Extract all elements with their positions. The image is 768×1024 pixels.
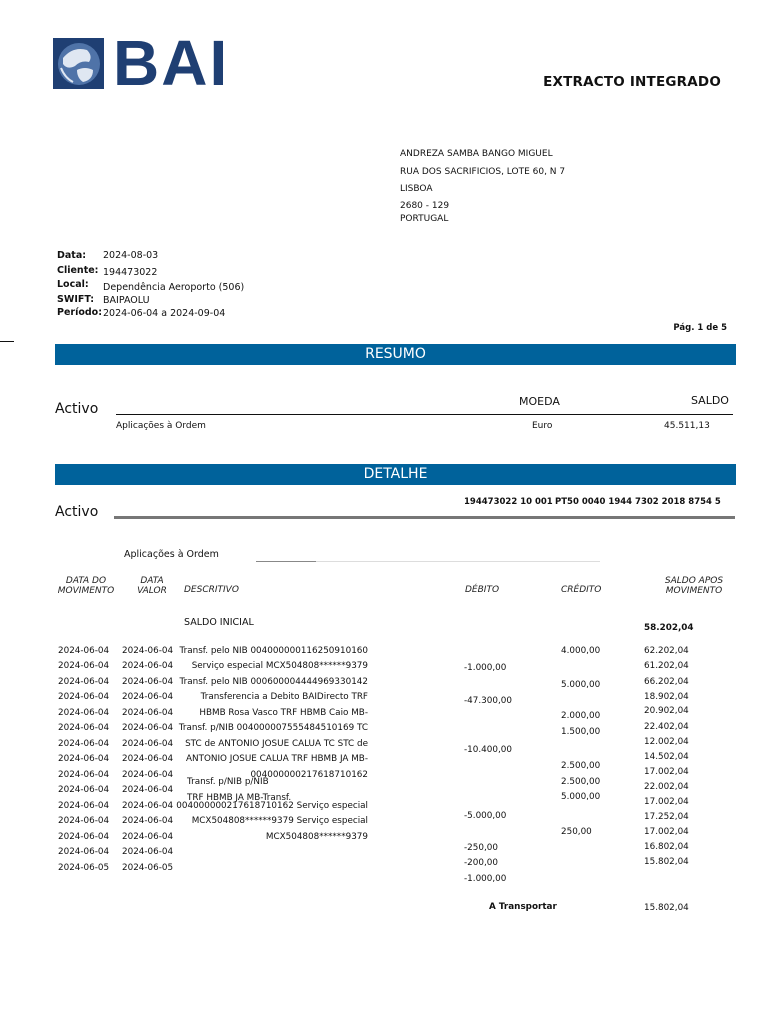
date-valor: 2024-06-04: [122, 661, 174, 671]
meta-value-periodo: 2024-06-04 a 2024-09-04: [103, 308, 226, 319]
date-valor: 2024-06-05: [122, 863, 174, 873]
desc-line: Transf. pelo NIB 000600004444969330142: [179, 677, 368, 687]
meta-label-swift: SWIFT:: [57, 294, 95, 305]
desc-line: Transf. p/NIB 004000007555484510169 TC: [178, 723, 368, 733]
date-mov: 2024-06-04: [58, 832, 110, 842]
date-valor: 2024-06-04: [122, 754, 174, 764]
document-title: EXTRACTO INTEGRADO: [543, 74, 721, 90]
date-mov: 2024-06-04: [58, 801, 110, 811]
desc-line: MCX504808******9379: [265, 832, 368, 842]
date-mov: 2024-06-04: [58, 677, 110, 687]
subsection-title: Aplicações à Ordem: [124, 549, 219, 560]
credit-value: 4.000,00: [561, 646, 601, 656]
meta-label-cliente: Cliente:: [57, 265, 99, 276]
address-city: LISBOA: [400, 184, 433, 194]
header-credito: CRÉDITO: [561, 585, 602, 595]
desc-line: STC de ANTONIO JOSUE CALUA TC STC de: [185, 739, 368, 749]
debit-value: -200,00: [464, 858, 498, 868]
desc-line: 004000000217618710162 Serviço especial: [176, 801, 368, 811]
date-mov: 2024-06-04: [58, 816, 110, 826]
date-mov: 2024-06-04: [58, 692, 110, 702]
header-debito: DÉBITO: [465, 585, 500, 595]
account-number: 194473022 10 001: [464, 497, 553, 507]
date-valor: 2024-06-04: [122, 847, 174, 857]
date-mov: 2024-06-04: [58, 754, 110, 764]
resumo-activo-label: Activo: [55, 401, 99, 417]
date-mov: 2024-06-04: [58, 661, 110, 671]
credit-value: 2.500,00: [561, 761, 601, 771]
debit-value: -1.000,00: [464, 663, 507, 673]
credit-value: 5.000,00: [561, 792, 601, 802]
balance-value: 14.502,04: [644, 752, 689, 762]
debit-value: -5.000,00: [464, 811, 507, 821]
desc-line: HBMB Rosa Vasco TRF HBMB Caio MB-: [199, 708, 368, 718]
date-mov: 2024-06-04: [58, 785, 110, 795]
date-valor: 2024-06-04: [122, 739, 174, 749]
balance-value: 22.402,04: [644, 722, 689, 732]
date-valor: 2024-06-04: [122, 770, 174, 780]
detalhe-bar: DETALHE: [55, 464, 736, 485]
date-mov: 2024-06-04: [58, 723, 110, 733]
date-mov: 2024-06-04: [58, 770, 110, 780]
bai-logo-text: BAI: [113, 27, 230, 99]
account-iban: PT50 0040 1944 7302 2018 8754 5: [555, 497, 721, 507]
resumo-row-moeda: Euro: [532, 421, 553, 431]
date-mov: 2024-06-04: [58, 847, 110, 857]
header-data-movimento: DATA DO MOVIMENTO: [57, 576, 115, 596]
bai-globe-logo-icon: [53, 38, 104, 89]
subsection-line-accent: [256, 561, 316, 562]
edge-mark: [0, 341, 14, 342]
date-valor: 2024-06-04: [122, 692, 174, 702]
transport-label: A Transportar: [489, 902, 557, 912]
balance-value: 20.902,04: [644, 706, 689, 716]
credit-value: 2.000,00: [561, 711, 601, 721]
date-valor: 2024-06-04: [122, 832, 174, 842]
balance-value: 17.252,04: [644, 812, 689, 822]
resumo-col-saldo: SALDO: [691, 394, 729, 407]
meta-value-swift: BAIPAOLU: [103, 295, 150, 306]
balance-value: 18.902,04: [644, 692, 689, 702]
debit-value: -10.400,00: [464, 745, 512, 755]
date-mov: 2024-06-04: [58, 708, 110, 718]
page-number: Pág. 1 de 5: [673, 323, 727, 333]
resumo-bar: RESUMO: [55, 344, 736, 365]
credit-value: 1.500,00: [561, 727, 601, 737]
saldo-inicial-value: 58.202,04: [644, 623, 694, 633]
desc-line: Transf. pelo NIB 004000000116250910160: [179, 646, 368, 656]
resumo-col-moeda: MOEDA: [519, 395, 560, 408]
address-country: PORTUGAL: [400, 214, 449, 224]
date-valor: 2024-06-04: [122, 801, 174, 811]
balance-value: 17.002,04: [644, 797, 689, 807]
balance-value: 12.002,04: [644, 737, 689, 747]
resumo-row-saldo: 45.511,13: [664, 421, 710, 431]
balance-value: 17.002,04: [644, 827, 689, 837]
desc-line: MCX504808******9379 Serviço especial: [191, 816, 368, 826]
date-valor: 2024-06-04: [122, 677, 174, 687]
desc-line: 004000000217618710162: [250, 770, 368, 780]
credit-value: 250,00: [561, 827, 592, 837]
transport-value: 15.802,04: [644, 903, 689, 913]
detalhe-activo-label: Activo: [55, 504, 99, 520]
detalhe-divider: [114, 516, 735, 519]
resumo-divider: [116, 414, 733, 415]
address-name: ANDREZA SAMBA BANGO MIGUEL: [400, 149, 553, 159]
resumo-row-name: Aplicações à Ordem: [116, 421, 206, 431]
credit-value: 2.500,00: [561, 777, 601, 787]
balance-value: 16.802,04: [644, 842, 689, 852]
date-valor: 2024-06-04: [122, 723, 174, 733]
desc-line: Transf. p/NIB p/NIB: [187, 777, 269, 787]
desc-line: Serviço especial MCX504808******9379: [191, 661, 368, 671]
date-mov: 2024-06-04: [58, 739, 110, 749]
header-data-valor: DATA VALOR: [137, 576, 167, 596]
meta-value-local: Dependência Aeroporto (506): [103, 282, 245, 293]
date-valor: 2024-06-04: [122, 816, 174, 826]
debit-value: -1.000,00: [464, 874, 507, 884]
balance-value: 15.802,04: [644, 857, 689, 867]
header-descritivo: DESCRITIVO: [184, 585, 239, 595]
meta-label-data: Data:: [57, 250, 87, 261]
balance-value: 22.002,04: [644, 782, 689, 792]
desc-line: TRF HBMB JA MB-Transf.: [187, 793, 292, 803]
balance-value: 66.202,04: [644, 677, 689, 687]
meta-label-local: Local:: [57, 279, 89, 290]
date-valor: 2024-06-04: [122, 708, 174, 718]
balance-value: 62.202,04: [644, 646, 689, 656]
credit-value: 5.000,00: [561, 680, 601, 690]
meta-value-data: 2024-08-03: [103, 250, 159, 261]
date-mov: 2024-06-05: [58, 863, 110, 873]
date-valor: 2024-06-04: [122, 785, 174, 795]
saldo-inicial-label: SALDO INICIAL: [184, 617, 254, 628]
desc-line: Transferencia a Debito BAIDirecto TRF: [200, 692, 368, 702]
header-saldo-apos: SALDO APOS MOVIMENTO: [664, 576, 724, 596]
address-street: RUA DOS SACRIFICIOS, LOTE 60, N 7: [400, 167, 566, 177]
meta-label-periodo: Período:: [57, 307, 102, 318]
date-mov: 2024-06-04: [58, 646, 110, 656]
debit-value: -47.300,00: [464, 696, 512, 706]
balance-value: 17.002,04: [644, 767, 689, 777]
desc-line: ANTONIO JOSUE CALUA TRF HBMB JA MB-: [185, 754, 368, 764]
meta-value-cliente: 194473022: [103, 267, 158, 278]
date-valor: 2024-06-04: [122, 646, 174, 656]
debit-value: -250,00: [464, 843, 498, 853]
balance-value: 61.202,04: [644, 661, 689, 671]
address-postal: 2680 - 129: [400, 201, 450, 211]
